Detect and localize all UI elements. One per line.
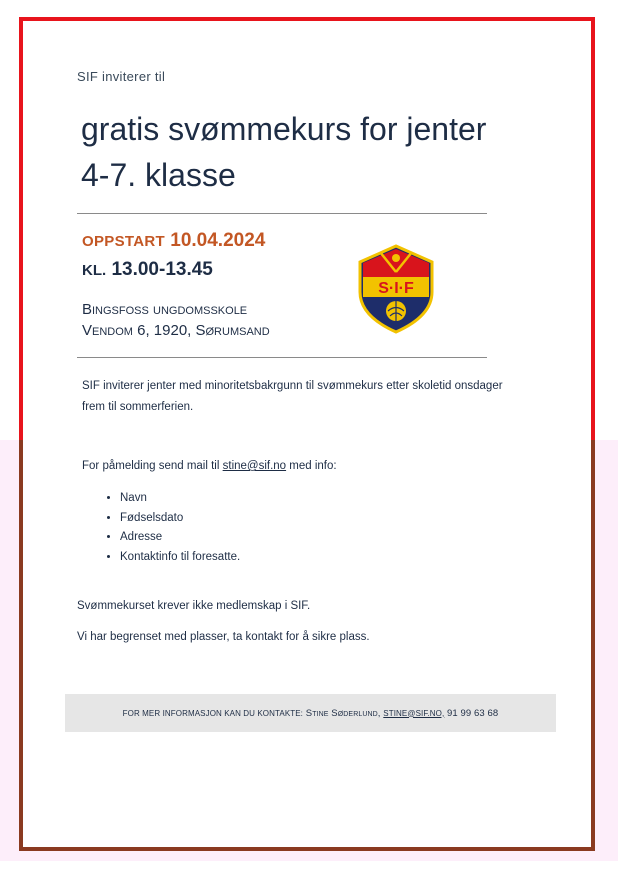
contact-footer: [65, 694, 556, 732]
signup-prefix: For påmelding send mail til: [82, 460, 220, 472]
address: [82, 299, 270, 341]
footer-name: Stine Søderlund,: [305, 707, 381, 719]
start-label: OPPSTART: [82, 233, 165, 250]
list-item: • Kontaktinfo til foresatte.: [120, 548, 240, 568]
divider-top: [77, 213, 487, 214]
footer-prefix: FOR MER INFORMASJON KAN DU KONTAKTE:: [122, 708, 304, 718]
page-title: gratis svømmekurs for jenter 4-7. klasse: [81, 111, 487, 193]
signup-text: [82, 460, 337, 472]
club-crest-icon: [356, 244, 436, 334]
divider-bottom: [77, 357, 487, 358]
intro-text: SIF inviterer til: [77, 69, 166, 84]
start-date-value: 10.04.2024: [170, 230, 266, 251]
list-item: • Fødselsdato: [120, 509, 240, 529]
signup-suffix: med info:: [289, 460, 337, 472]
address-line-2: Vendom 6, 1920, Sørumsand: [82, 322, 270, 339]
description: SIF inviterer jenter med minoritetsbakrgunn til svømmekurs etter skoletid onsdager frem til sommerferien.: [82, 380, 503, 413]
address-line-1: Bingsfoss ungdomsskole: [82, 301, 248, 318]
list-item: • Adresse: [120, 528, 240, 548]
signup-email-link[interactable]: stine@sif.no: [222, 460, 287, 472]
capacity-note: Vi har begrenset med plasser, ta kontakt for å sikre plass.: [77, 631, 370, 643]
time-value: 13.00-13.45: [111, 259, 213, 280]
time: [82, 259, 213, 281]
footer-email-link[interactable]: STINE@SIF.NO,: [383, 708, 445, 718]
info-list: [82, 489, 240, 567]
list-item: • Navn: [120, 489, 240, 509]
start-date: [82, 230, 265, 252]
time-label: KL.: [82, 262, 107, 279]
footer-phone: 91 99 63 68: [447, 707, 499, 719]
crest-text: S·I·F: [378, 280, 414, 297]
membership-note: Svømmekurset krever ikke medlemskap i SIF.: [77, 600, 311, 612]
